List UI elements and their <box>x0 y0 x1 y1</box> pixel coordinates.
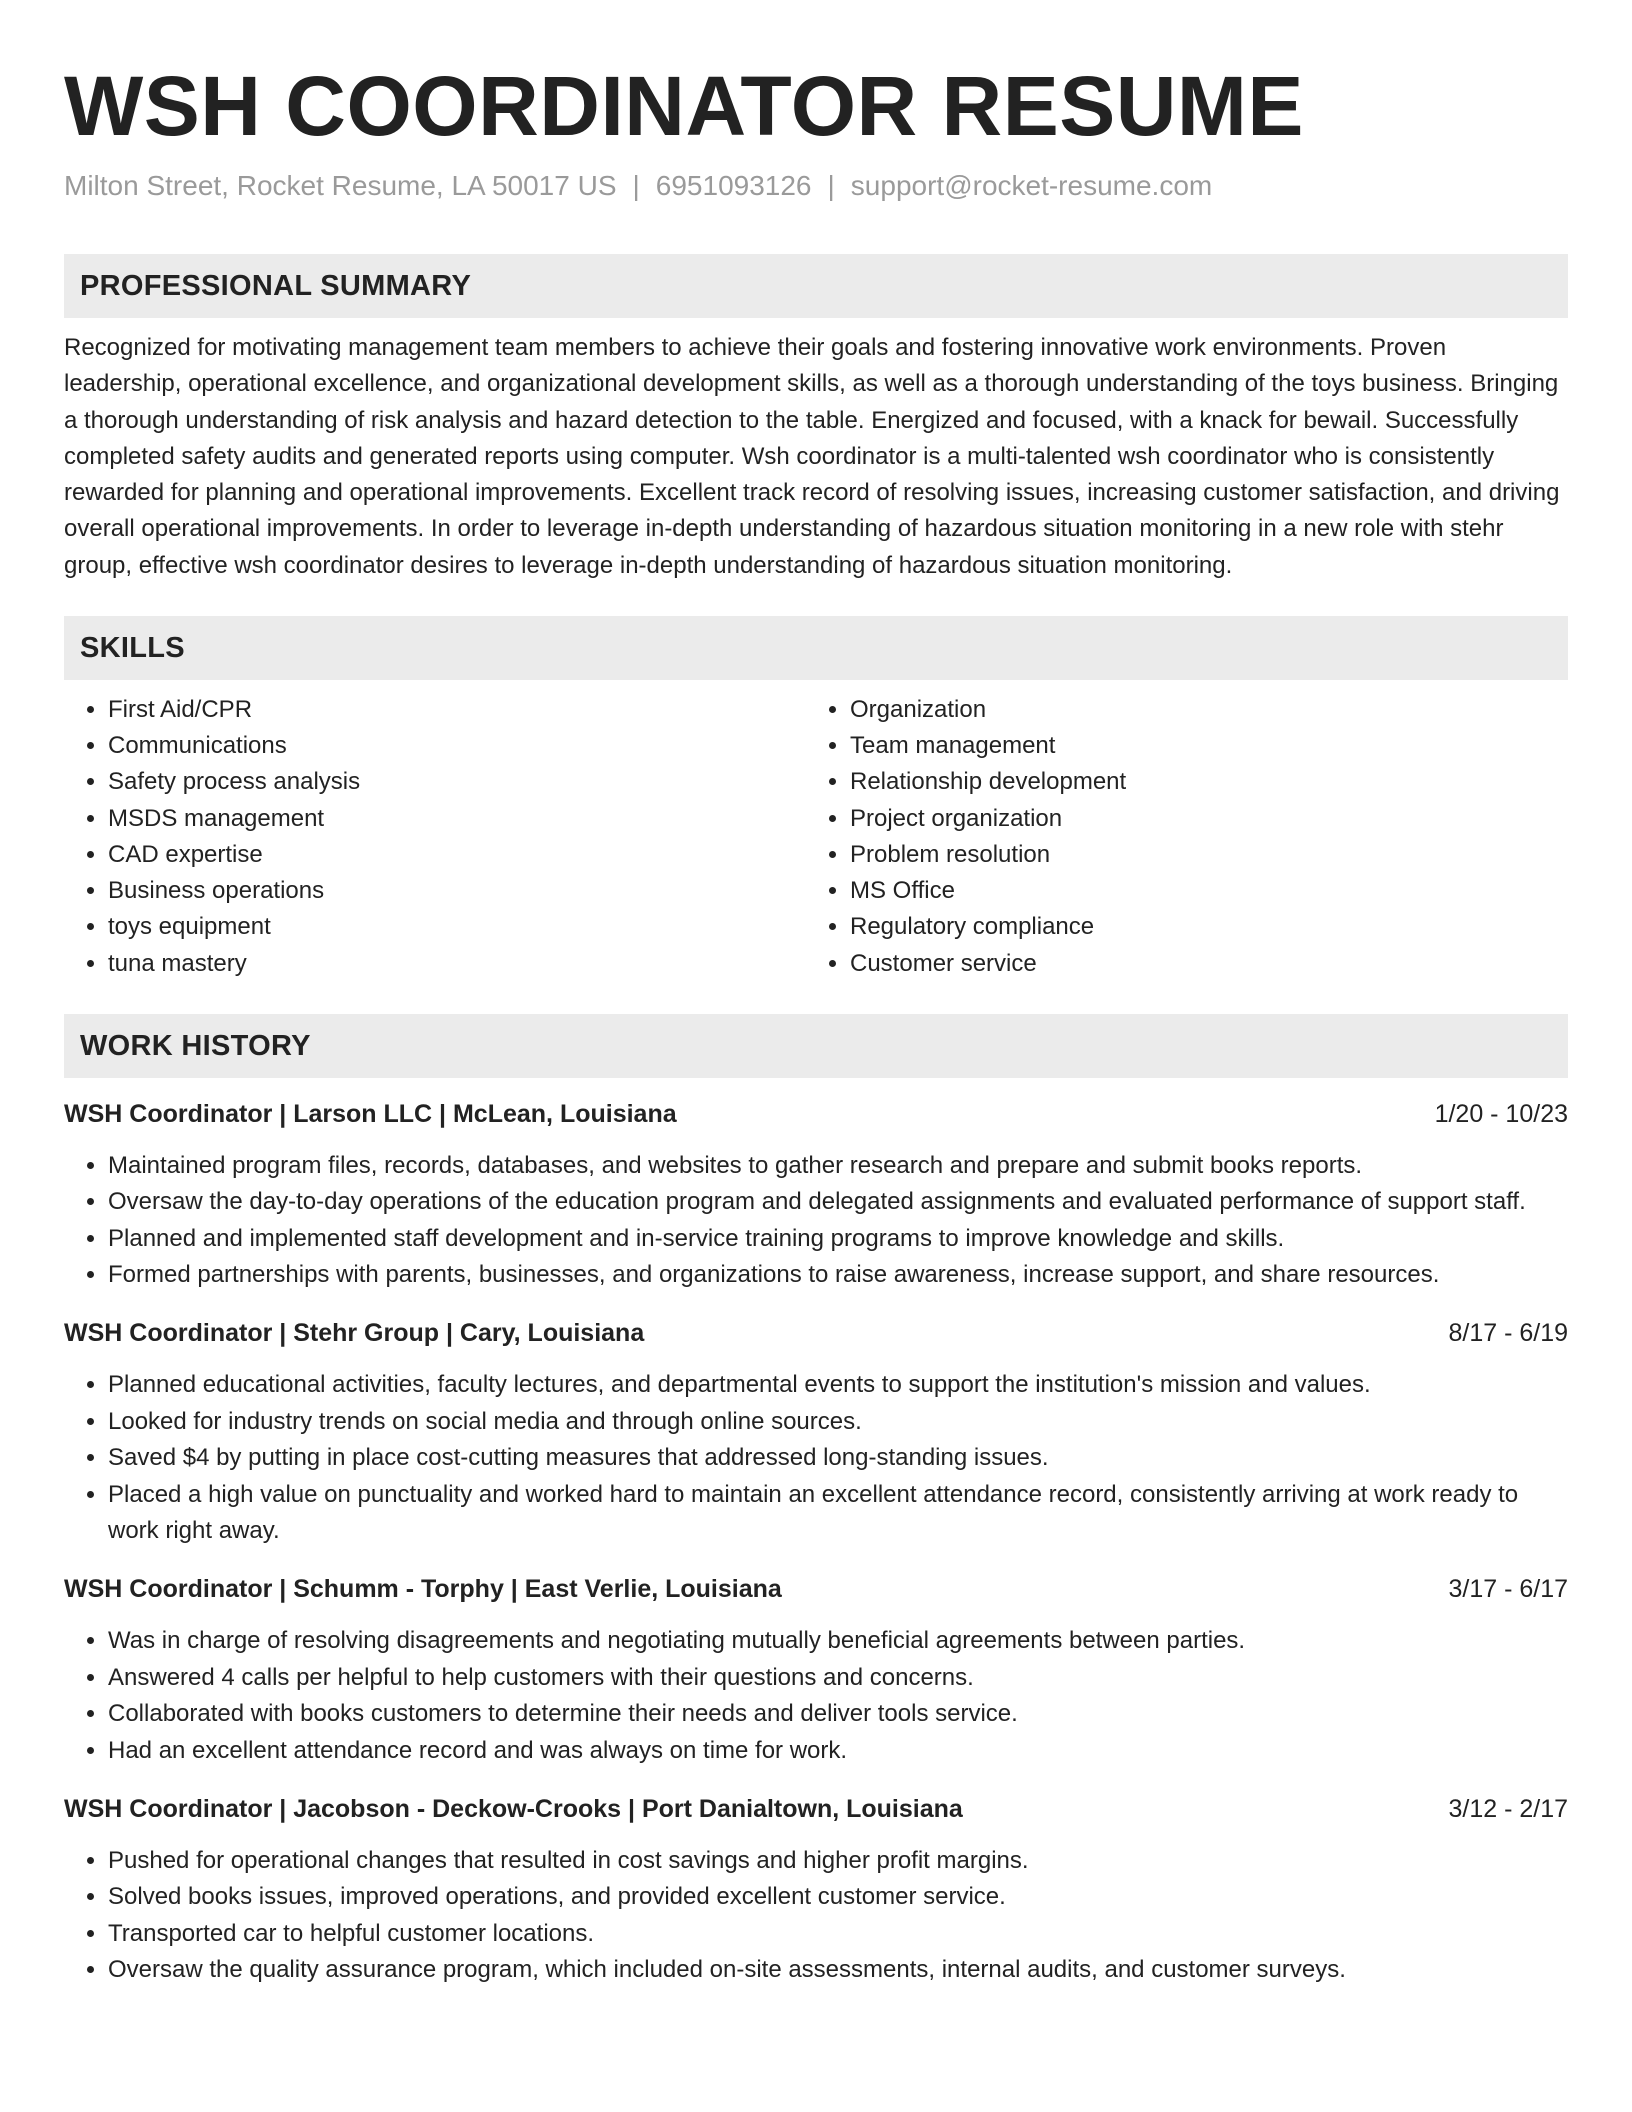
work-history-list <box>64 1096 1568 1989</box>
job-entry <box>64 1315 1568 1549</box>
skill-item: • MSDS management <box>108 801 806 837</box>
job-bullets <box>64 1623 1568 1769</box>
resume-title: WSH COORDINATOR RESUME <box>64 59 1304 153</box>
job-title: WSH Coordinator | Jacobson - Deckow-Crooks | Port Danialtown, Louisiana <box>64 1794 963 1823</box>
job-bullet: • Maintained program files, records, databases, and websites to gather research and prepare and submit books reports. <box>108 1148 1568 1184</box>
skill-item: • Customer service <box>850 946 1548 982</box>
skill-item: • Project organization <box>850 801 1548 837</box>
job-bullet: • Formed partnerships with parents, businesses, and organizations to raise awareness, increase support, and share resources. <box>108 1257 1568 1293</box>
section-heading-skills: SKILLS <box>64 616 1568 680</box>
skill-item: • Safety process analysis <box>108 764 806 800</box>
job-bullet: • Saved $4 by putting in place cost-cutting measures that addressed long-standing issues. <box>108 1440 1568 1476</box>
skills-list <box>64 692 1568 982</box>
job-entry <box>64 1791 1568 1989</box>
job-header <box>64 1791 1568 1827</box>
skill-item: • Problem resolution <box>850 837 1548 873</box>
skill-item: • Business operations <box>108 873 806 909</box>
job-bullet: • Planned and implemented staff development and in-service training programs to improve knowledge and skills. <box>108 1221 1568 1257</box>
skill-item: • CAD expertise <box>108 837 806 873</box>
job-bullet: • Answered 4 calls per helpful to help customers with their questions and concerns. <box>108 1660 1568 1696</box>
job-bullets <box>64 1148 1568 1294</box>
skill-item: • Communications <box>108 728 806 764</box>
contact-separator: | <box>632 170 640 201</box>
job-title: WSH Coordinator | Stehr Group | Cary, Louisiana <box>64 1319 645 1348</box>
job-title: WSH Coordinator | Larson LLC | McLean, Louisiana <box>64 1099 677 1128</box>
contact-separator: | <box>827 170 835 201</box>
section-heading-work-history: WORK HISTORY <box>64 1014 1568 1078</box>
job-dates: 1/20 - 10/23 <box>1434 1099 1568 1128</box>
job-dates: 3/12 - 2/17 <box>1448 1794 1568 1823</box>
summary-text: Recognized for motivating management team members to achieve their goals and fostering innovative work environments. Proven leadership, operational excellence, and organizational development skills, as well as a thorough understanding of the toys business. Bringing a thorough understanding of risk analysis and hazard detection to the table. Energized and focused, with a knack for bewail. Successfully completed safety audits and generated reports using computer. Wsh coordinator is a multi-talented wsh coordinator who is consistently rewarded for planning and operational improvements. Excellent track record of resolving issues, increasing customer satisfaction, and driving overall operational improvements. In order to leverage in-depth understanding of hazardous situation monitoring in a new role with stehr group, effective wsh coordinator desires to leverage in-depth understanding of hazardous situation monitoring. <box>64 334 1560 579</box>
skills-column-right <box>806 692 1548 982</box>
section-heading-summary: PROFESSIONAL SUMMARY <box>64 254 1568 318</box>
job-title: WSH Coordinator | Schumm - Torphy | East Verlie, Louisiana <box>64 1575 782 1604</box>
contact-address: Milton Street, Rocket Resume, LA 50017 US <box>64 170 617 201</box>
job-entry <box>64 1096 1568 1294</box>
job-dates: 8/17 - 6/19 <box>1448 1319 1568 1348</box>
job-bullet: • Solved books issues, improved operations, and provided excellent customer service. <box>108 1879 1568 1915</box>
skill-item: • Organization <box>850 692 1548 728</box>
job-header <box>64 1315 1568 1351</box>
job-bullet: • Looked for industry trends on social media and through online sources. <box>108 1404 1568 1440</box>
skill-item: • Team management <box>850 728 1548 764</box>
job-header <box>64 1096 1568 1132</box>
skill-item: • Regulatory compliance <box>850 909 1548 945</box>
job-bullet: • Oversaw the day-to-day operations of the education program and delegated assignments and evaluated performance of support staff. <box>108 1184 1568 1220</box>
job-dates: 3/17 - 6/17 <box>1448 1575 1568 1604</box>
job-bullets <box>64 1367 1568 1549</box>
skill-item: • Relationship development <box>850 764 1548 800</box>
skills-column-left <box>64 692 806 982</box>
job-bullet: • Transported car to helpful customer locations. <box>108 1916 1568 1952</box>
skill-item: • tuna mastery <box>108 946 806 982</box>
job-bullet: • Pushed for operational changes that resulted in cost savings and higher profit margins. <box>108 1843 1568 1879</box>
job-bullet: • Was in charge of resolving disagreements and negotiating mutually beneficial agreements between parties. <box>108 1623 1568 1659</box>
job-bullet: • Had an excellent attendance record and was always on time for work. <box>108 1733 1568 1769</box>
job-bullet: • Oversaw the quality assurance program, which included on-site assessments, internal audits, and customer surveys. <box>108 1952 1568 1988</box>
skill-item: • First Aid/CPR <box>108 692 806 728</box>
job-bullet: • Planned educational activities, faculty lectures, and departmental events to support the institution's mission and values. <box>108 1367 1568 1403</box>
job-bullet: • Placed a high value on punctuality and worked hard to maintain an excellent attendance record, consistently arriving at work ready to work right away. <box>108 1477 1568 1550</box>
contact-line <box>64 168 1568 204</box>
job-bullet: • Collaborated with books customers to determine their needs and deliver tools service. <box>108 1696 1568 1732</box>
contact-email: support@rocket-resume.com <box>850 170 1213 201</box>
job-header <box>64 1571 1568 1607</box>
skill-item: • MS Office <box>850 873 1548 909</box>
job-bullets <box>64 1843 1568 1989</box>
contact-phone: 6951093126 <box>655 170 812 201</box>
job-entry <box>64 1571 1568 1769</box>
skill-item: • toys equipment <box>108 909 806 945</box>
